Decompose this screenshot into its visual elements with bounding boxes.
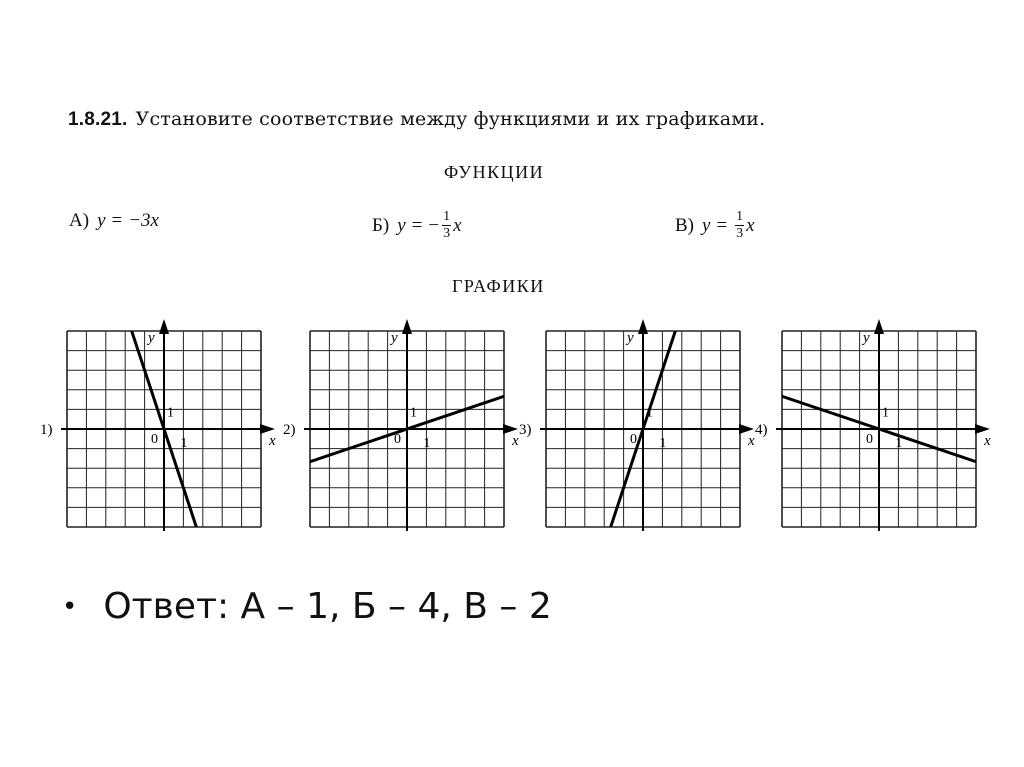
graphs-heading: ГРАФИКИ (452, 276, 545, 296)
function-lhs: y (702, 214, 711, 236)
fraction-numerator: 1 (736, 209, 744, 224)
x-axis-label: x (748, 433, 755, 449)
origin-label: 0 (866, 432, 873, 447)
origin-label: 0 (151, 432, 158, 447)
function-equals: = (111, 210, 123, 231)
function-lhs: y (97, 210, 106, 231)
function-minus: − (428, 214, 440, 236)
x-unit-label: 1 (180, 436, 188, 451)
y-unit-label: 1 (410, 405, 417, 421)
origin-label: 0 (630, 432, 637, 447)
function-label: А) (69, 210, 90, 231)
function-label: Б) (372, 214, 390, 236)
function-var: x (746, 214, 755, 236)
y-axis-arrow-icon (159, 319, 169, 334)
problem-text: Установите соответствие между функциями и их графиками. (135, 108, 766, 130)
function-equals: = (716, 214, 728, 236)
fraction-denominator: 3 (443, 226, 451, 241)
function-lhs: y (397, 214, 406, 236)
y-axis-label: y (863, 330, 870, 346)
x-axis-label: x (269, 433, 276, 449)
graph-label: 3) (519, 422, 532, 438)
y-unit-label: 1 (882, 405, 889, 421)
y-axis-arrow-icon (874, 319, 884, 334)
x-axis-label: x (512, 433, 519, 449)
functions-heading: ФУНКЦИИ (444, 162, 545, 182)
graph-label: 2) (283, 422, 296, 438)
y-unit-label: 1 (646, 405, 653, 421)
y-axis-arrow-icon (638, 319, 648, 334)
function-label: В) (675, 214, 694, 236)
bullet-icon: • (62, 591, 78, 622)
function-equals: = (411, 214, 423, 236)
graph-3 (519, 76, 759, 767)
graph-2 (283, 319, 523, 531)
x-unit-label: 1 (423, 436, 431, 451)
x-unit-label: 1 (895, 436, 903, 451)
y-axis-label: y (148, 330, 155, 346)
graph-4 (755, 319, 995, 531)
y-unit-label: 1 (167, 405, 174, 421)
answer-text: Ответ: А – 1, Б – 4, В – 2 (103, 586, 552, 627)
graph-1 (40, 76, 280, 767)
x-axis-label: x (984, 433, 991, 449)
answer-line (62, 586, 552, 627)
y-axis-label: y (391, 330, 398, 346)
graph-label: 1) (40, 422, 53, 438)
fraction-numerator: 1 (443, 209, 451, 224)
origin-label: 0 (394, 432, 401, 447)
y-axis-arrow-icon (402, 319, 412, 334)
function-var: x (453, 214, 462, 236)
x-unit-label: 1 (659, 436, 667, 451)
problem-number: 1.8.21. (68, 109, 128, 130)
y-axis-label: y (627, 330, 634, 346)
function-rhs: −3x (128, 210, 159, 231)
graph-label: 4) (755, 422, 768, 438)
fraction-denominator: 3 (736, 226, 744, 241)
